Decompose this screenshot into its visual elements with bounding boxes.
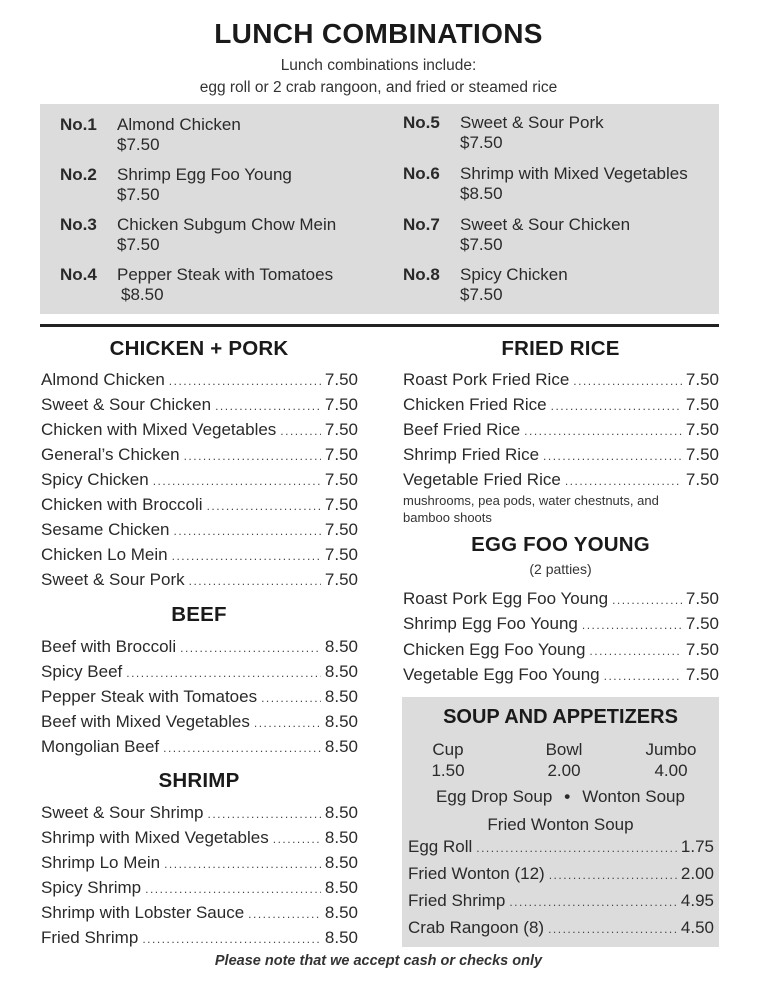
lunch-combinations-box: [40, 104, 719, 314]
menu-item: [408, 918, 714, 938]
item-price: 7.50: [324, 420, 358, 439]
combo-name: Shrimp with Mixed Vegetables: [460, 164, 688, 183]
leader-dots: [548, 922, 677, 936]
menu-item: [41, 828, 358, 848]
leader-dots: [172, 549, 321, 563]
shrimp-title: SHRIMP: [158, 769, 240, 792]
item-name: Vegetable Egg Foo Young: [403, 665, 600, 684]
size-bowl: [519, 739, 609, 781]
size-price: 4.00: [654, 761, 688, 780]
leader-dots: [254, 716, 321, 730]
menu-item: [41, 520, 358, 540]
egg-foo-young-title: EGG FOO YOUNG: [471, 533, 650, 556]
combo-number: No.1: [60, 115, 97, 134]
leader-dots: [248, 907, 321, 921]
menu-item: [41, 570, 358, 590]
beef-title: BEEF: [171, 603, 227, 626]
item-name: Spicy Shrimp: [41, 878, 142, 897]
vegetable-rice-note-line2: bamboo shoots: [403, 510, 492, 525]
item-price: 8.50: [324, 878, 358, 897]
item-price: 7.50: [324, 570, 358, 589]
leader-dots: [543, 449, 682, 463]
combo-number: No.7: [403, 215, 440, 234]
menu-item: [403, 614, 719, 634]
combo-price: $8.50: [460, 184, 503, 203]
leader-dots: [215, 399, 321, 413]
combo-price: $7.50: [117, 135, 160, 154]
item-price: 7.50: [685, 614, 719, 633]
combo-name: Pepper Steak with Tomatoes: [117, 265, 334, 284]
item-price: 7.50: [324, 445, 358, 464]
soup-appetizers-box: [402, 697, 719, 947]
menu-item: [403, 589, 719, 609]
size-price: 1.50: [431, 761, 465, 780]
menu-item: [403, 665, 719, 685]
bullet-separator: •: [564, 787, 571, 806]
leader-dots: [551, 399, 682, 413]
size-label: Jumbo: [645, 740, 697, 759]
menu-item: [41, 545, 358, 565]
menu-item: [408, 864, 714, 884]
item-name: General’s Chicken: [41, 445, 180, 464]
item-name: Egg Roll: [408, 837, 473, 856]
item-name: Crab Rangoon (8): [408, 918, 545, 937]
combo-name: Sweet & Sour Chicken: [460, 215, 631, 234]
item-name: Sweet & Sour Shrimp: [41, 803, 204, 822]
item-price: 7.50: [685, 665, 719, 684]
combo-number: No.5: [403, 113, 440, 132]
item-price: 8.50: [324, 803, 358, 822]
leader-dots: [573, 374, 682, 388]
chicken-pork-title: CHICKEN + PORK: [109, 337, 289, 360]
menu-item: [403, 445, 719, 465]
item-name: Roast Pork Egg Foo Young: [403, 589, 609, 608]
leader-dots: [207, 499, 321, 513]
item-name: Roast Pork Fried Rice: [403, 370, 570, 389]
item-price: 8.50: [324, 928, 358, 947]
item-name: Shrimp with Mixed Vegetables: [41, 828, 269, 847]
leader-dots: [280, 424, 321, 438]
menu-item: [403, 395, 719, 415]
soup-name: Fried Wonton Soup: [487, 815, 634, 834]
menu-item: [41, 712, 358, 732]
leader-dots: [273, 832, 321, 846]
leader-dots: [142, 932, 321, 946]
menu-item: [41, 903, 358, 923]
combo-number: No.3: [60, 215, 97, 234]
leader-dots: [145, 882, 321, 896]
combo-number: No.8: [403, 265, 440, 284]
item-name: Beef with Mixed Vegetables: [41, 712, 250, 731]
item-price: 8.50: [324, 687, 358, 706]
leader-dots: [180, 641, 321, 655]
item-price: 2.00: [680, 864, 714, 883]
size-price: 2.00: [547, 761, 581, 780]
item-name: Mongolian Beef: [41, 737, 160, 756]
item-price: 7.50: [324, 495, 358, 514]
item-name: Chicken with Broccoli: [41, 495, 203, 514]
leader-dots: [126, 666, 321, 680]
size-cup: [403, 739, 493, 781]
menu-item: [41, 803, 358, 823]
item-name: Shrimp Egg Foo Young: [403, 614, 578, 633]
patties-note: (2 patties): [529, 561, 592, 577]
combo-name: Spicy Chicken: [460, 265, 568, 284]
item-price: 4.50: [680, 918, 714, 937]
item-name: Almond Chicken: [41, 370, 165, 389]
menu-item: [403, 420, 719, 440]
leader-dots: [604, 669, 682, 683]
menu-item: [41, 928, 358, 948]
item-name: Beef Fried Rice: [403, 420, 521, 439]
item-name: Chicken Egg Foo Young: [403, 640, 586, 659]
item-name: Vegetable Fried Rice: [403, 470, 561, 489]
leader-dots: [565, 474, 682, 488]
item-name: Fried Wonton (12): [408, 864, 545, 883]
soup-list-line2: [402, 815, 719, 835]
item-price: 1.75: [680, 837, 714, 856]
item-name: Fried Shrimp: [408, 891, 506, 910]
menu-item: [41, 662, 358, 682]
size-jumbo: [626, 739, 716, 781]
leader-dots: [549, 868, 677, 882]
menu-item: [408, 837, 714, 857]
menu-item: [41, 637, 358, 657]
item-name: Sesame Chicken: [41, 520, 170, 539]
menu-item: [41, 853, 358, 873]
item-price: 8.50: [324, 712, 358, 731]
item-price: 8.50: [324, 737, 358, 756]
leader-dots: [189, 574, 321, 588]
leader-dots: [153, 474, 321, 488]
menu-item: [403, 640, 719, 660]
item-price: 8.50: [324, 637, 358, 656]
item-price: 8.50: [324, 828, 358, 847]
item-name: Shrimp with Lobster Sauce: [41, 903, 245, 922]
menu-item: [41, 470, 358, 490]
item-name: Shrimp Fried Rice: [403, 445, 540, 464]
menu-item: [41, 737, 358, 757]
leader-dots: [208, 807, 321, 821]
item-name: Sweet & Sour Chicken: [41, 395, 212, 414]
size-label: Bowl: [545, 740, 583, 759]
leader-dots: [163, 741, 321, 755]
combo-price: $7.50: [460, 133, 503, 152]
item-name: Fried Shrimp: [41, 928, 139, 947]
menu-item: [41, 495, 358, 515]
soup-name: Wonton Soup: [582, 787, 685, 806]
section-divider: [40, 324, 719, 327]
menu-item: [41, 420, 358, 440]
item-name: Spicy Chicken: [41, 470, 149, 489]
soup-appetizers-title: SOUP AND APPETIZERS: [443, 706, 678, 728]
item-price: 7.50: [324, 545, 358, 564]
item-price: 7.50: [685, 370, 719, 389]
item-price: 7.50: [685, 470, 719, 489]
soup-list-line1: [402, 787, 719, 807]
leader-dots: [589, 644, 681, 658]
item-name: Chicken Fried Rice: [403, 395, 547, 414]
menu-item: [41, 445, 358, 465]
soup-name: Egg Drop Soup: [436, 787, 553, 806]
combo-price: $8.50: [121, 285, 164, 304]
vegetable-rice-note-line1: mushrooms, pea pods, water chestnuts, and: [403, 493, 659, 508]
menu-title: LUNCH COMBINATIONS: [214, 18, 543, 49]
leader-dots: [169, 374, 321, 388]
item-price: 7.50: [324, 395, 358, 414]
combo-includes-line2: egg roll or 2 crab rangoon, and fried or steamed rice: [199, 79, 558, 96]
combo-number: No.4: [60, 265, 97, 284]
payment-note: Please note that we accept cash or checks only: [214, 953, 543, 969]
item-price: 7.50: [685, 395, 719, 414]
leader-dots: [509, 895, 677, 909]
combo-number: No.6: [403, 164, 440, 183]
leader-dots: [261, 691, 321, 705]
leader-dots: [582, 618, 682, 632]
item-price: 8.50: [324, 853, 358, 872]
item-name: Sweet & Sour Pork: [41, 570, 185, 589]
leader-dots: [524, 424, 682, 438]
item-name: Chicken Lo Mein: [41, 545, 168, 564]
menu-item: [403, 470, 719, 490]
leader-dots: [476, 841, 677, 855]
menu-item: [408, 891, 714, 911]
leader-dots: [164, 857, 321, 871]
item-name: Chicken with Mixed Vegetables: [41, 420, 277, 439]
combo-name: Shrimp Egg Foo Young: [117, 165, 292, 184]
item-name: Shrimp Lo Mein: [41, 853, 161, 872]
leader-dots: [174, 524, 321, 538]
combo-price: $7.50: [117, 185, 160, 204]
item-price: 7.50: [324, 370, 358, 389]
item-price: 8.50: [324, 903, 358, 922]
leader-dots: [184, 449, 321, 463]
combo-price: $7.50: [117, 235, 160, 254]
combo-price: $7.50: [460, 285, 503, 304]
item-price: 8.50: [324, 662, 358, 681]
combo-name: Almond Chicken: [117, 115, 241, 134]
combo-number: No.2: [60, 165, 97, 184]
menu-item: [41, 395, 358, 415]
combo-name: Chicken Subgum Chow Mein: [117, 215, 337, 234]
item-price: 7.50: [324, 520, 358, 539]
item-price: 7.50: [685, 445, 719, 464]
menu-item: [41, 370, 358, 390]
menu-item: [41, 687, 358, 707]
item-price: 7.50: [685, 420, 719, 439]
combo-includes-line1: Lunch combinations include:: [280, 57, 477, 74]
item-price: 7.50: [685, 640, 719, 659]
combo-name: Sweet & Sour Pork: [460, 113, 604, 132]
menu-item: [41, 878, 358, 898]
item-name: Beef with Broccoli: [41, 637, 177, 656]
item-price: 4.95: [680, 891, 714, 910]
item-name: Spicy Beef: [41, 662, 123, 681]
item-name: Pepper Steak with Tomatoes: [41, 687, 258, 706]
size-label: Cup: [432, 740, 464, 759]
item-price: 7.50: [324, 470, 358, 489]
combo-price: $7.50: [460, 235, 503, 254]
leader-dots: [612, 593, 682, 607]
item-price: 7.50: [685, 589, 719, 608]
fried-rice-title: FRIED RICE: [501, 337, 620, 360]
menu-item: [403, 370, 719, 390]
